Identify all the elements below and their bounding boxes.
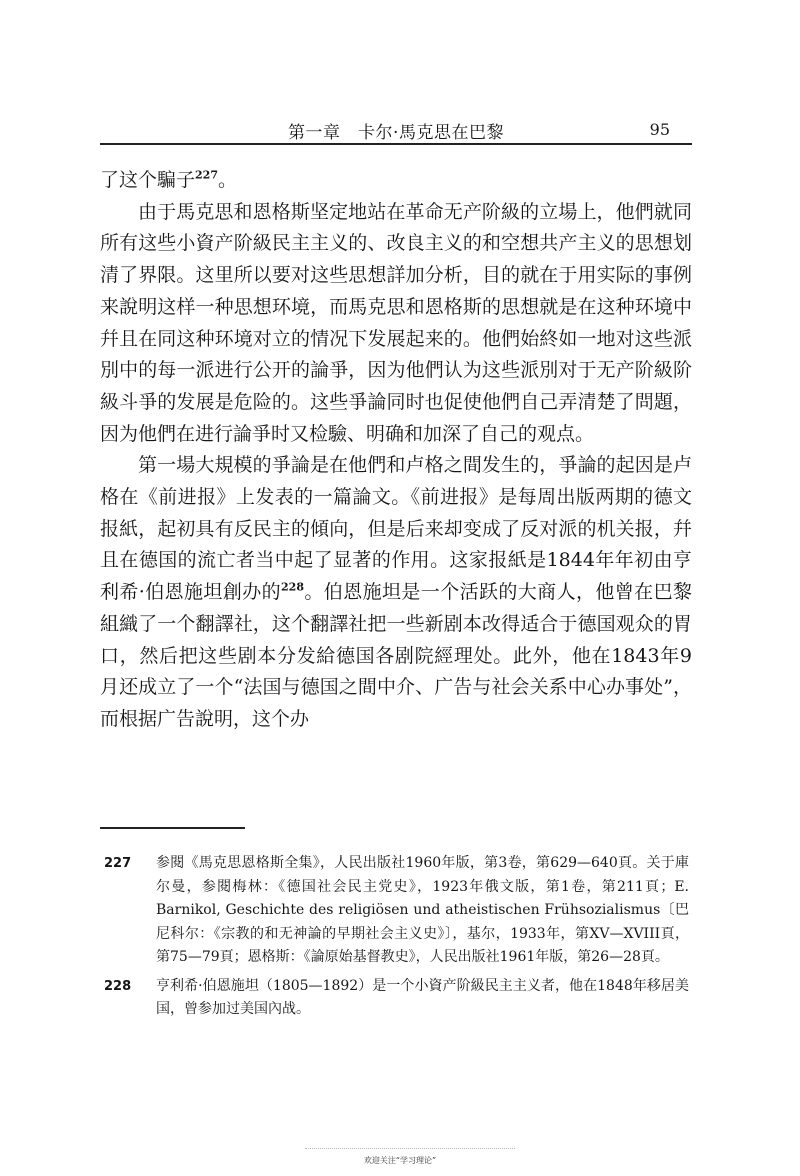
footnote-text: 亨利希·伯恩施坦（1805—1892）是一个小資产阶級民主主义者，他在1848年移居美国，曾参加过美国內战。	[156, 977, 689, 1017]
paragraph-3	[100, 450, 692, 735]
paragraph-3-part-a: 第一場大規模的爭論是在他們和卢格之間发生的，爭論的起因是卢格在《前进报》上发表的一篇論文。《前进报》是每周出版两期的德文报紙，起初具有反民主的傾向，但是后来却变成了反对派的机关报，幷且在德国的流亡者当中起了显著的作用。这家报紙是1844年年初由亨利希·伯恩施坦創办的	[100, 454, 692, 604]
footnote-number: 227	[104, 856, 132, 871]
bottom-divider	[305, 1148, 515, 1149]
paragraph-1-end: 。	[217, 169, 237, 191]
watermark-note: 欢迎关注“学习理论”	[363, 1156, 437, 1165]
chapter-title: 第一章 卡尔·馬克思在巴黎	[288, 123, 504, 143]
footnote-227	[104, 852, 689, 970]
paragraph-3-part-b: 。伯恩施坦是一个活跃的大商人，他曾在巴黎組織了一个翻譯社，这个翻譯社把一些新剧本改得适合于德国观众的胃口，然后把这些剧本分发給德国各剧院經理处。此外，他在1843年9月还成立了一个“法国与德国之間中介、广告与社会关系中心办事处”，而根据广告說明，这个办	[100, 581, 692, 730]
paragraph-1-text: 了这个騙子	[100, 169, 196, 191]
paragraph-1	[100, 165, 692, 197]
footnote-text: 参閱《馬克思恩格斯全集》，人民出版社1960年版，第3卷，第629—640頁。关于庫尔曼，参閱梅林：《德国社会民主党史》，1923年俄文版，第1卷，第211頁；E. Barnikol, Geschichte des religiösen und atheistischen Frühsozialismus〔巴尼科尔：《宗教的和无神論的早期社会主义史》〕，基尔，1933年，第XV—XVIII頁，第75—79頁；恩格斯：《論原始基督教史》，人民出版社1961年版，第26—28頁。	[156, 855, 689, 965]
running-header	[100, 114, 692, 144]
footnote-number: 228	[104, 978, 132, 994]
footnote-rule	[100, 827, 245, 829]
header-rule	[100, 143, 692, 145]
page-number: 95	[649, 120, 670, 139]
footnote-228	[104, 975, 689, 1022]
paragraph-2: 由于馬克思和恩格斯坚定地站在革命无产阶級的立場上，他們就同所有这些小資产阶級民主主义的、改良主义的和空想共产主义的思想划清了界限。这里所以要对这些思想詳加分析，目的就在于用实际的事例来說明这样一种思想环境，而馬克思和恩格斯的思想就是在这种环境中幷且在同这种环境对立的情况下发展起来的。他們始終如一地对这些派別中的每一派进行公开的論爭，因为他們认为这些派別对于无产阶級阶級斗爭的发展是危险的。这些爭論同时也促使他們自己弄清楚了問題，因为他們在进行論爭时又检驗、明确和加深了自己的观点。	[100, 200, 692, 445]
footnote-ref-228: 228	[281, 580, 304, 594]
footnotes	[104, 852, 689, 1027]
main-text	[100, 165, 692, 736]
footnote-ref-227: 227	[195, 168, 218, 182]
